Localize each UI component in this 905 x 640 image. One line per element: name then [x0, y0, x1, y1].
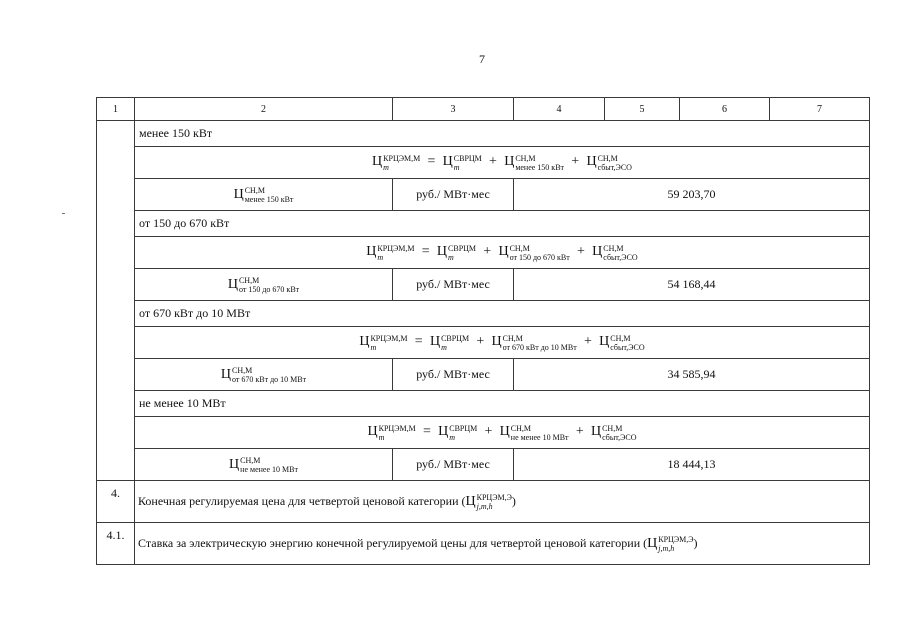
band-label: от 670 кВт до 10 МВт [135, 301, 870, 327]
section-row [97, 523, 870, 565]
formula-row [97, 237, 870, 269]
unit: руб./ МВт·мес [393, 269, 514, 301]
header-col-7: 7 [770, 98, 870, 121]
formula: Ц КРЦЭМ,М m = Ц СВРЦМ m + Ц СН,М от 150 до 670 кВт + Ц СН,М сбыт,ЭСО [135, 237, 870, 269]
band-label-row [97, 391, 870, 417]
band-label: не менее 10 МВт [135, 391, 870, 417]
header-col-2: 2 [135, 98, 393, 121]
formula-row [97, 327, 870, 359]
unit: руб./ МВт·мес [393, 449, 514, 481]
parameter-symbol: Ц СН,М не менее 10 МВт [135, 449, 393, 481]
parameter-symbol: Ц СН,М от 670 кВт до 10 МВт [135, 359, 393, 391]
unit: руб./ МВт·мес [393, 179, 514, 211]
band-label-row [97, 301, 870, 327]
value: 59 203,70 [514, 179, 870, 211]
header-col-3: 3 [393, 98, 514, 121]
header-col-5: 5 [605, 98, 680, 121]
value-row [97, 179, 870, 211]
section-text: Ставка за электрическую энергию конечной регулируемой цены для четвертой ценовой категории (Ц КРЦЭМ,Э j,m,h ) [135, 523, 870, 565]
value: 54 168,44 [514, 269, 870, 301]
parameter-symbol: Ц СН,М менее 150 кВт [135, 179, 393, 211]
formula: Ц КРЦЭМ,М m = Ц СВРЦМ m + Ц СН,М менее 150 кВт + Ц СН,М сбыт,ЭСО [135, 147, 870, 179]
page-number: 7 [479, 52, 485, 66]
tariff-table [96, 97, 870, 565]
formula: Ц КРЦЭМ,М m = Ц СВРЦМ m + Ц СН,М от 670 кВт до 10 МВт + Ц СН,М сбыт,ЭСО [135, 327, 870, 359]
value: 34 585,94 [514, 359, 870, 391]
section-number: 4. [97, 481, 135, 523]
margin-mark [62, 213, 65, 214]
value-row [97, 449, 870, 481]
header-row [97, 98, 870, 121]
value-row [97, 359, 870, 391]
formula-row [97, 147, 870, 179]
section-number: 4.1. [97, 523, 135, 565]
value-row [97, 269, 870, 301]
value: 18 444,13 [514, 449, 870, 481]
unit: руб./ МВт·мес [393, 359, 514, 391]
header-col-1: 1 [97, 98, 135, 121]
section-row [97, 481, 870, 523]
formula-row [97, 417, 870, 449]
formula: Ц КРЦЭМ,М m = Ц СВРЦМ m + Ц СН,М не менее 10 МВт + Ц СН,М сбыт,ЭСО [135, 417, 870, 449]
band-label: от 150 до 670 кВт [135, 211, 870, 237]
band-label-row [97, 211, 870, 237]
parameter-symbol: Ц СН,М от 150 до 670 кВт [135, 269, 393, 301]
row-number-cell [97, 121, 135, 481]
header-col-4: 4 [514, 98, 605, 121]
section-text: Конечная регулируемая цена для четвертой ценовой категории (Ц КРЦЭМ,Э j,m,h ) [135, 481, 870, 523]
band-label-row [97, 121, 870, 147]
band-label: менее 150 кВт [135, 121, 870, 147]
header-col-6: 6 [680, 98, 770, 121]
